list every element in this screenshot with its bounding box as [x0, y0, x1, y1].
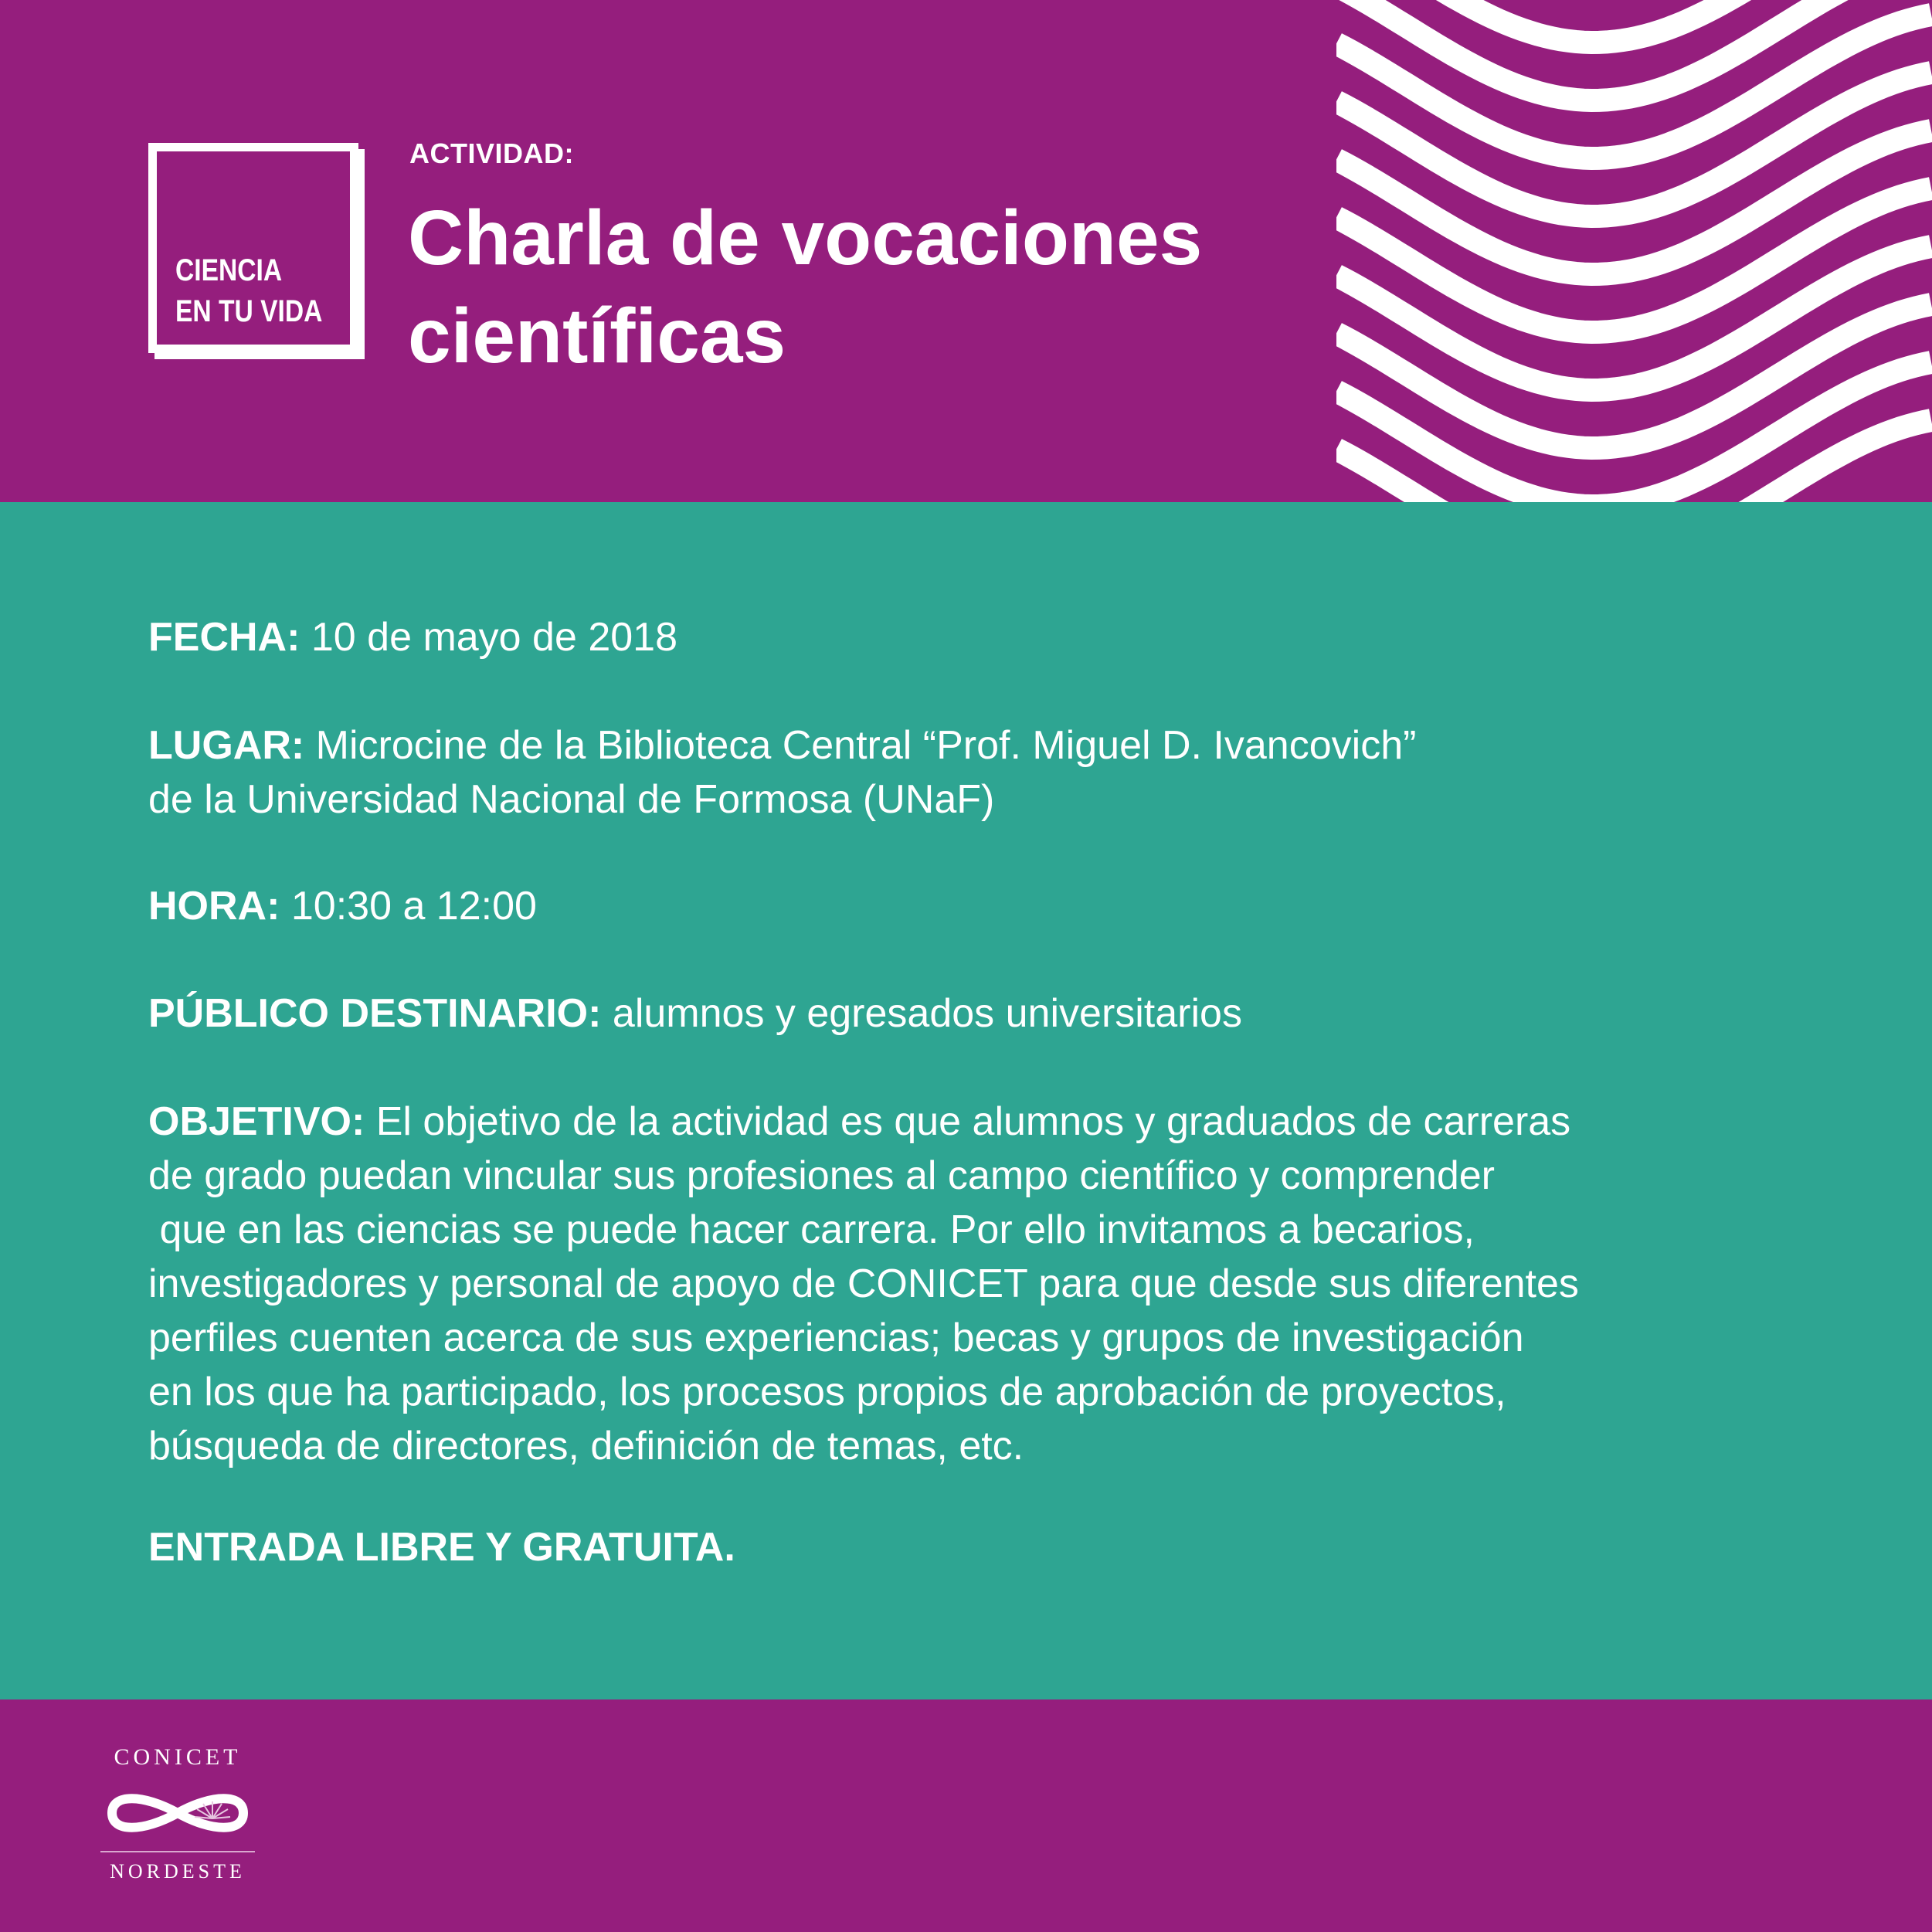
lugar-row	[148, 718, 1809, 827]
wave-stripes-icon	[1336, 0, 1932, 502]
objetivo-line: en los que ha participado, los procesos propios de aprobación de proyectos,	[148, 1370, 1506, 1414]
logo-line-2: EN TU VIDA	[175, 294, 323, 328]
lugar-value-1: Microcine de la Biblioteca Central “Prof. Miguel D. Ivancovich”	[304, 723, 1417, 768]
title-line-1: Charla de vocaciones	[408, 195, 1203, 281]
lugar-value-2: de la Universidad Nacional de Formosa (UNaF)	[148, 777, 995, 822]
infinity-sun-icon	[97, 1778, 259, 1848]
publico-label: PÚBLICO DESTINARIO:	[148, 991, 602, 1036]
objetivo-label: OBJETIVO:	[148, 1099, 365, 1144]
publico-value: alumnos y egresados universitarios	[601, 991, 1242, 1036]
entrada-libre-text: ENTRADA LIBRE Y GRATUITA.	[148, 1525, 735, 1570]
objetivo-line: de grado puedan vincular sus profesiones al campo científico y comprender	[148, 1153, 1495, 1198]
objetivo-line: búsqueda de directores, definición de temas, etc.	[148, 1424, 1024, 1469]
objetivo-row	[148, 1095, 1809, 1473]
logo-line-1: CIENCIA	[175, 253, 283, 287]
conicet-nordeste-logo	[97, 1744, 259, 1891]
org-name-top: CONICET	[114, 1744, 242, 1770]
objetivo-line: investigadores y personal de apoyo de CONICET para que desde sus diferentes	[148, 1261, 1579, 1306]
publico-row	[148, 986, 1809, 1041]
activity-kicker: ACTIVIDAD:	[409, 138, 574, 169]
hora-label: HORA:	[148, 884, 280, 929]
title-line-2: científicas	[408, 293, 786, 379]
fecha-label: FECHA:	[148, 615, 300, 660]
objetivo-line: que en las ciencias se puede hacer carrera. Por ello invitamos a becarios,	[148, 1207, 1475, 1252]
entrada-row	[148, 1520, 1809, 1574]
objetivo-line: perfiles cuenten acerca de sus experiencias; becas y grupos de investigación	[148, 1316, 1524, 1360]
hora-row	[148, 879, 1809, 933]
org-name-bottom: NORDESTE	[110, 1860, 246, 1883]
fecha-row	[148, 610, 1809, 664]
page-title	[408, 189, 1319, 385]
header-banner	[0, 0, 1932, 502]
hora-value: 10:30 a 12:00	[280, 884, 537, 929]
fecha-value: 10 de mayo de 2018	[300, 615, 678, 660]
footer-banner	[0, 1699, 1932, 1932]
objetivo-line: El objetivo de la actividad es que alumnos y graduados de carreras	[365, 1099, 1571, 1144]
ciencia-en-tu-vida-logo	[148, 143, 358, 353]
logo-divider	[100, 1851, 255, 1852]
lugar-label: LUGAR:	[148, 723, 305, 768]
